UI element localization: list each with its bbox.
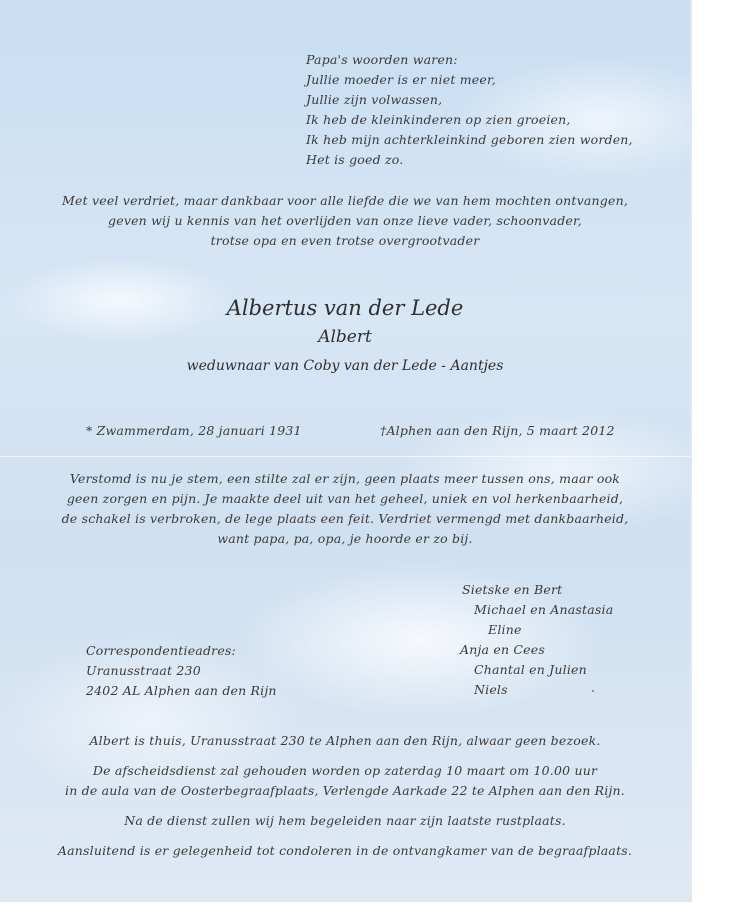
correspondence-city: 2402 AL Alphen aan den Rijn xyxy=(86,683,277,698)
card-fold-line xyxy=(0,456,690,457)
cross-icon: † xyxy=(380,423,387,438)
family-name: Chantal en Julien xyxy=(474,662,587,677)
correspondence-label: Correspondentieadres: xyxy=(86,643,236,658)
details-line: in de aula van de Oosterbegraafplaats, Verlengde Aarkade 22 te Alphen aan den Rijn. xyxy=(65,783,625,798)
verse-line: Verstomd is nu je stem, een stilte zal er zijn, geen plaats meer tussen ons, maar ook xyxy=(69,471,621,486)
family-name: Eline xyxy=(488,622,522,637)
verse-line: want papa, pa, opa, je hoorde er zo bij. xyxy=(217,531,473,546)
family-name: Niels xyxy=(474,682,508,697)
deceased-nickname: Albert xyxy=(318,327,372,347)
family-name: Anja en Cees xyxy=(460,642,545,657)
death-date xyxy=(380,423,615,439)
poem-line: Papa's woorden waren: xyxy=(306,52,458,67)
details-line: De afscheidsdienst zal gehouden worden op zaterdag 10 maart om 10.00 uur xyxy=(92,763,598,778)
deceased-name: Albertus van der Lede xyxy=(226,296,464,320)
details-line: Aansluitend is er gelegenheid tot condoleren in de ontvangkamer van de begraafplaats. xyxy=(57,843,633,858)
details-line: Na de dienst zullen wij hem begeleiden naar zijn laatste rustplaats. xyxy=(124,813,566,828)
widower-line: weduwnaar van Coby van der Lede - Aantjes xyxy=(186,358,504,374)
poem-line: Jullie zijn volwassen, xyxy=(306,92,443,107)
announcement-line: Met veel verdriet, maar dankbaar voor alle liefde die we van hem mochten ontvangen, xyxy=(61,193,629,208)
announcement-line: trotse opa en even trotse overgrootvader xyxy=(210,233,480,248)
birth-date: * Zwammerdam, 28 januari 1931 xyxy=(86,423,302,438)
poem-line: Het is goed zo. xyxy=(306,152,404,167)
poem-line: Jullie moeder is er niet meer, xyxy=(306,72,496,87)
paper-speck xyxy=(592,690,594,692)
poem-line: Ik heb mijn achterkleinkind geboren zien worden, xyxy=(306,132,633,147)
card-edge xyxy=(690,0,692,902)
family-name: Michael en Anastasia xyxy=(474,602,614,617)
poem-line: Ik heb de kleinkinderen op zien groeien, xyxy=(306,112,571,127)
verse-line: geen zorgen en pijn. Je maakte deel uit van het geheel, uniek en vol herkenbaarheid, xyxy=(66,491,624,506)
verse-line: de schakel is verbroken, de lege plaats een feit. Verdriet vermengd met dankbaarheid, xyxy=(61,511,629,526)
correspondence-street: Uranusstraat 230 xyxy=(86,663,201,678)
details-line: Albert is thuis, Uranusstraat 230 te Alphen aan den Rijn, alwaar geen bezoek. xyxy=(89,733,601,748)
announcement-line: geven wij u kennis van het overlijden van onze lieve vader, schoonvader, xyxy=(108,213,582,228)
death-date-text: Alphen aan den Rijn, 5 maart 2012 xyxy=(386,423,615,438)
family-name: Sietske en Bert xyxy=(462,582,563,597)
